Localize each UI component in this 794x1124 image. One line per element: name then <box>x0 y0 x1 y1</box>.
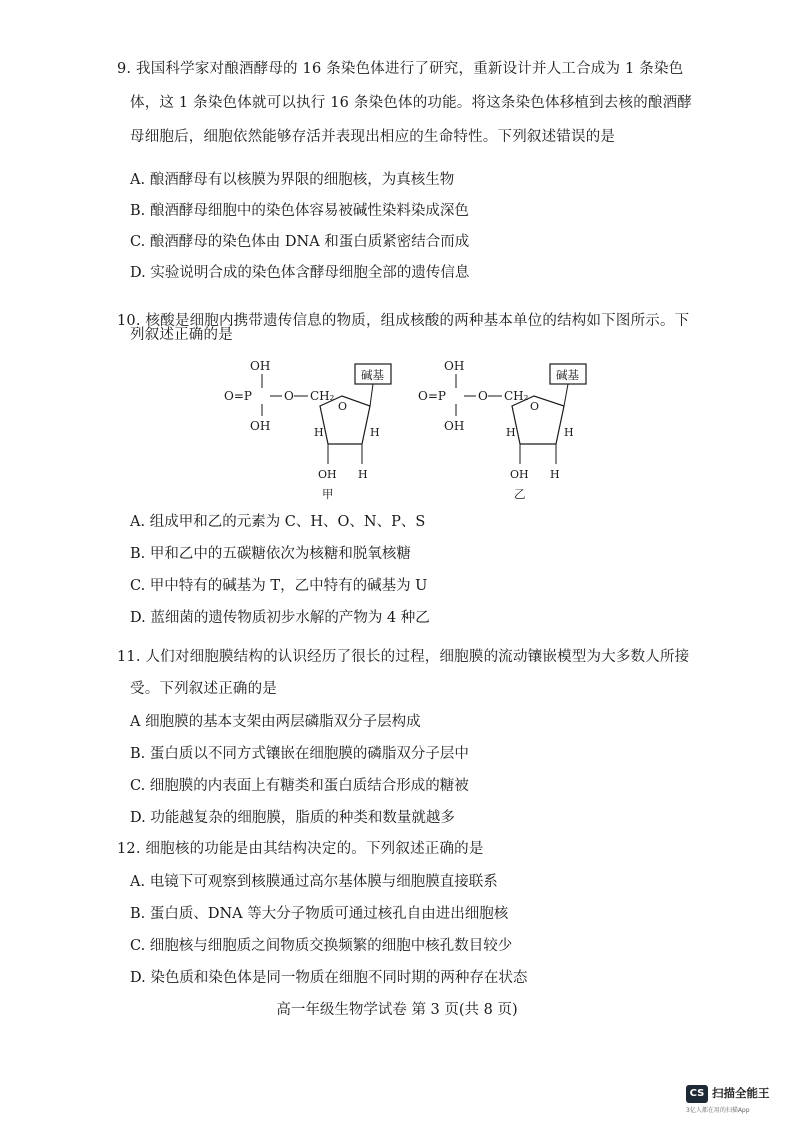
jia-phosphate: O=P <box>224 389 252 403</box>
jia-oh-3: OH <box>318 468 337 481</box>
q11-option-d: D. 功能越复杂的细胞膜，脂质的种类和数量就越多 <box>130 810 455 826</box>
jia-ester-o: O <box>284 389 294 403</box>
q9-stem-line3: 母细胞后，细胞依然能够存活并表现出相应的生命特性。下列叙述错误的是 <box>130 129 616 145</box>
jia-h2: H <box>370 426 380 439</box>
label-jia: 甲 <box>322 487 334 501</box>
camscanner-logo-icon: CS <box>686 1085 708 1103</box>
q9-option-b: B. 酿酒酵母细胞中的染色体容易被碱性染料染成深色 <box>130 203 469 219</box>
label-yi: 乙 <box>514 487 526 501</box>
yi-oh-top: OH <box>444 359 465 373</box>
scanner-watermark <box>686 1083 790 1115</box>
q11-option-b: B. 蛋白质以不同方式镶嵌在细胞膜的磷脂双分子层中 <box>130 746 469 762</box>
q9-option-a: A. 酿酒酵母有以核膜为界限的细胞核，为真核生物 <box>130 172 455 188</box>
q10-option-b: B. 甲和乙中的五碳糖依次为核糖和脱氧核糖 <box>130 546 411 562</box>
q9-stem-line2: 体，这 1 条染色体就可以执行 16 条染色体的功能。将这条染色体移植到去核的酿酒酵 <box>130 95 693 111</box>
nucleotide-yi <box>418 359 586 501</box>
yi-ester-o: O <box>478 389 488 403</box>
nucleotide-structures-diagram <box>210 352 610 502</box>
yi-ch2: CH₂ <box>504 389 529 403</box>
q11-stem-line2: 受。下列叙述正确的是 <box>130 681 277 697</box>
jia-oh-bottom: OH <box>250 419 271 433</box>
yi-ring-o: O <box>530 400 540 413</box>
page-footer: 高一年级生物学试卷 第 3 页(共 8 页) <box>276 1002 518 1018</box>
q12-option-c: C. 细胞核与细胞质之间物质交换频繁的细胞中核孔数目较少 <box>130 938 513 954</box>
q11-option-a: A 细胞膜的基本支架由两层磷脂双分子层构成 <box>130 714 421 730</box>
q10-stem-line2: 列叙述正确的是 <box>130 327 233 343</box>
jia-h3: H <box>358 468 368 481</box>
q9-stem-line1: 9. 我国科学家对酿酒酵母的 16 条染色体进行了研究，重新设计并人工合成为 1 条染色 <box>117 61 684 77</box>
q12-option-b: B. 蛋白质、DNA 等大分子物质可通过核孔自由进出细胞核 <box>130 906 509 922</box>
yi-base-label: 碱基 <box>556 368 579 382</box>
yi-h1: H <box>506 426 516 439</box>
nucleotide-jia <box>224 359 391 501</box>
q11-option-c: C. 细胞膜的内表面上有糖类和蛋白质结合形成的糖被 <box>130 778 469 794</box>
jia-ring-o: O <box>338 400 348 413</box>
yi-phosphate: O=P <box>418 389 446 403</box>
q10-option-d: D. 蓝细菌的遗传物质初步水解的产物为 4 种乙 <box>130 610 430 626</box>
watermark-subtitle: 3亿人都在用的扫描App <box>686 1107 750 1114</box>
jia-base-label: 碱基 <box>361 368 384 382</box>
q10-option-a: A. 组成甲和乙的元素为 C、H、O、N、P、S <box>130 514 426 530</box>
q10-stem-line1: 10. 核酸是细胞内携带遗传信息的物质，组成核酸的两种基本单位的结构如下图所示。下 <box>117 313 690 329</box>
q12-option-a: A. 电镜下可观察到核膜通过高尔基体膜与细胞膜直接联系 <box>130 874 498 890</box>
q12-stem-line1: 12. 细胞核的功能是由其结构决定的。下列叙述正确的是 <box>117 841 484 857</box>
jia-h1: H <box>314 426 324 439</box>
yi-h3: H <box>550 468 560 481</box>
yi-oh-bottom: OH <box>444 419 465 433</box>
jia-ch2: CH₂ <box>310 389 335 403</box>
q9-option-c: C. 酿酒酵母的染色体由 DNA 和蛋白质紧密结合而成 <box>130 234 470 250</box>
q10-option-c: C. 甲中特有的碱基为 T，乙中特有的碱基为 U <box>130 578 428 594</box>
yi-h2: H <box>564 426 574 439</box>
yi-oh-3: OH <box>510 468 529 481</box>
q9-option-d: D. 实验说明合成的染色体含酵母细胞全部的遗传信息 <box>130 265 470 281</box>
jia-oh-top: OH <box>250 359 271 373</box>
watermark-title: 扫描全能王 <box>712 1086 770 1100</box>
q12-option-d: D. 染色质和染色体是同一物质在细胞不同时期的两种存在状态 <box>130 970 528 986</box>
q11-stem-line1: 11. 人们对细胞膜结构的认识经历了很长的过程，细胞膜的流动镶嵌模型为大多数人所接 <box>117 649 690 665</box>
